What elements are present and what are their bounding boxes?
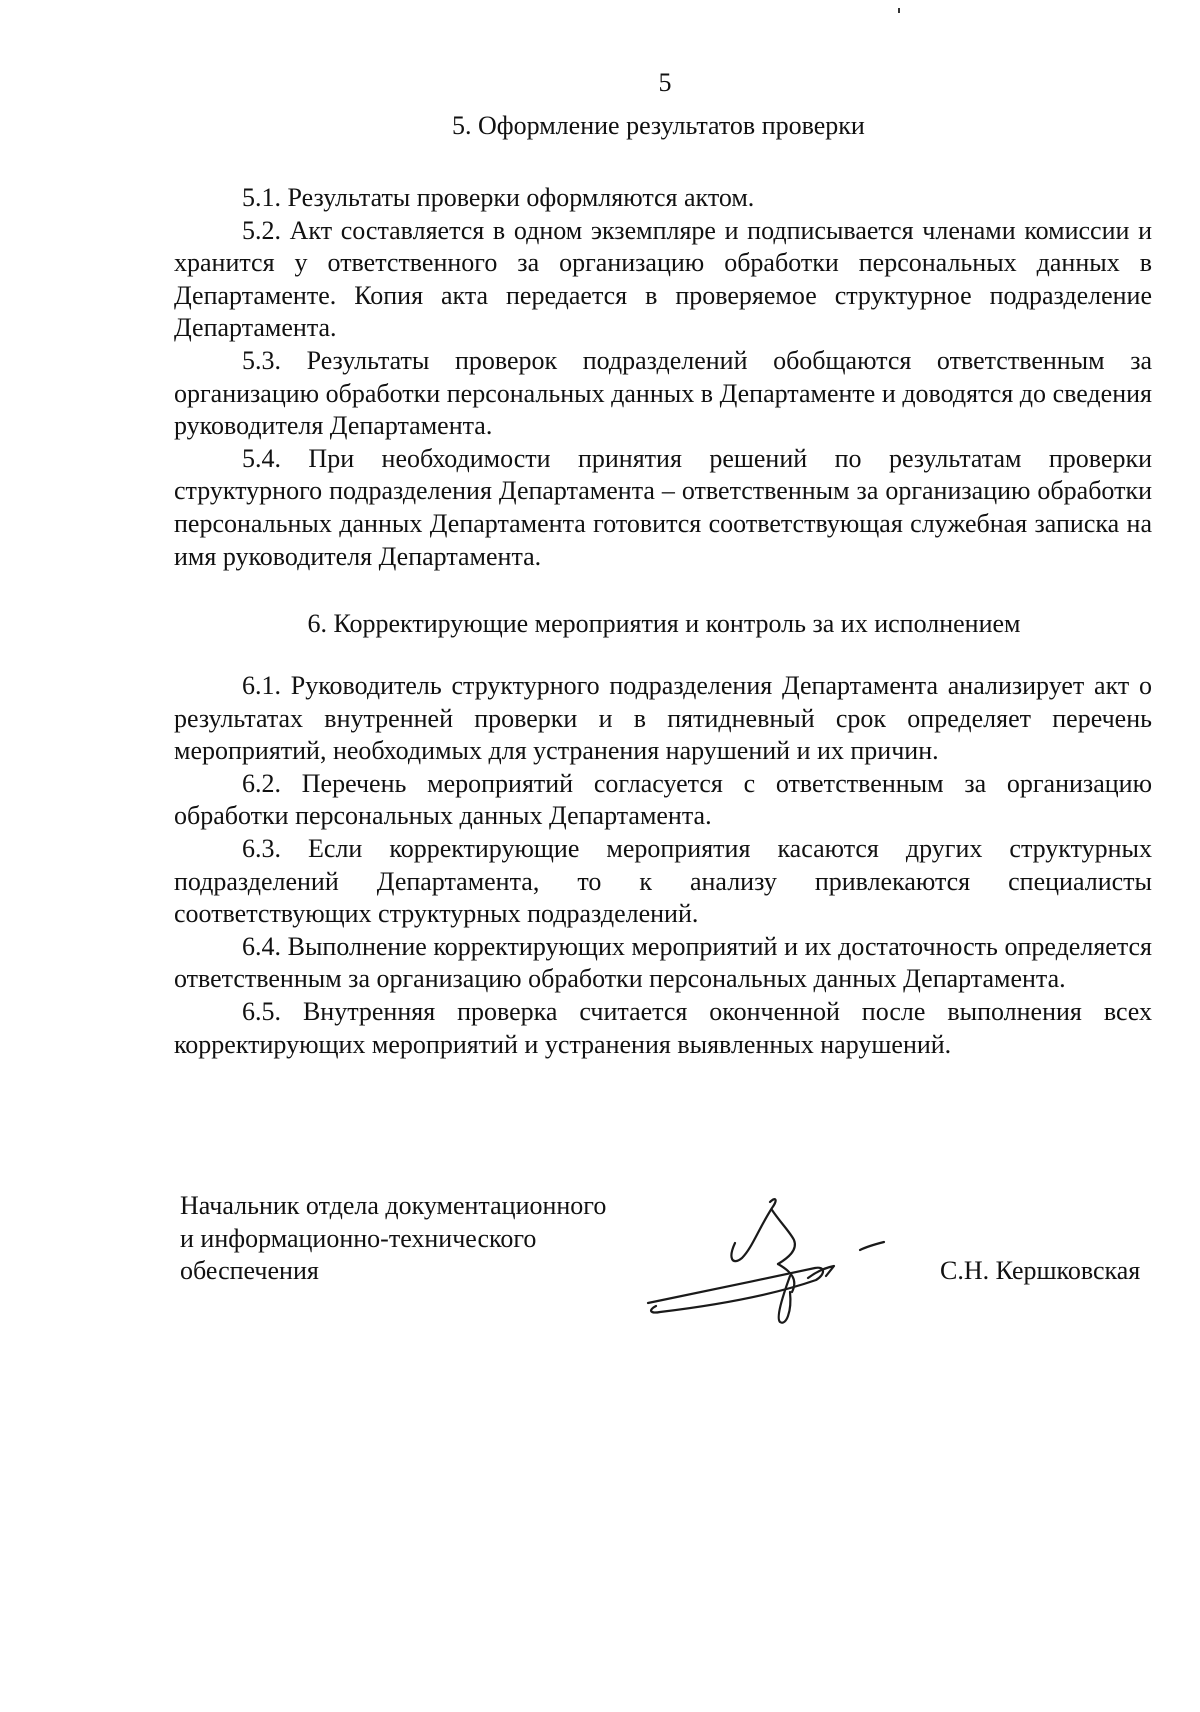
section-5-body: [174, 182, 1152, 573]
paragraph-6-5: 6.5. Внутренняя проверка считается оконченной после выполнения всех корректирующих мероприятий и устранения выявленных нарушений.: [174, 996, 1152, 1059]
paragraph-5-3: 5.3. Результаты проверок подразделений обобщаются ответственным за организацию обработки персональных данных в Департаменте и доводятся до сведения руководителя Департамента.: [174, 345, 1152, 441]
handwritten-signature: [640, 1188, 900, 1328]
scan-speck: [898, 8, 900, 13]
section-5-title: 5. Оформление результатов проверки: [452, 111, 865, 140]
signatory-name: С.Н. Кершковская: [940, 1256, 1141, 1285]
paragraph-5-4: 5.4. При необходимости принятия решений по результатам проверки структурного подразделения Департамента – ответственным за организацию обработки персональных данных Департамента готовится соответствующая служебная записка на имя руководителя Департамента.: [174, 443, 1152, 571]
paragraph-5-1: 5.1. Результаты проверки оформляются актом.: [242, 183, 755, 212]
paragraph-6-4: 6.4. Выполнение корректирующих мероприятий и их достаточность определяется ответственным за организацию обработки персональных данных Департамента.: [174, 931, 1152, 994]
signatory-position-line-1: Начальник отдела документационного: [180, 1191, 607, 1220]
paragraph-6-1: 6.1. Руководитель структурного подразделения Департамента анализирует акт о результатах внутренней проверки и в пятидневный срок определяет перечень мероприятий, необходимых для устранения нарушений и их причин.: [174, 671, 1152, 766]
signatory-position: [180, 1190, 606, 1288]
paragraph-5-2: 5.2. Акт составляется в одном экземпляре и подписывается членами комиссии и хранится у ответственного за организацию обработки персональных данных в Департаменте. Копия акта передается в проверяемое структурное подразделение Департамента.: [174, 215, 1152, 343]
section-6-title: 6. Корректирующие мероприятия и контроль за их исполнением: [307, 609, 1021, 638]
paragraph-6-2: 6.2. Перечень мероприятий согласуется с ответственным за организацию обработки персональных данных Департамента.: [174, 768, 1152, 831]
page-number: 5: [658, 68, 672, 97]
section-6-body: [174, 670, 1152, 1061]
paragraph-6-3: 6.3. Если корректирующие мероприятия касаются других структурных подразделений Департамента, то к анализу привлекаются специалисты соответствующих структурных подразделений.: [174, 833, 1152, 929]
signature-block: [180, 1190, 1180, 1340]
signatory-position-line-2: и информационно-технического: [180, 1223, 537, 1253]
signatory-position-line-3: обеспечения: [180, 1256, 319, 1285]
